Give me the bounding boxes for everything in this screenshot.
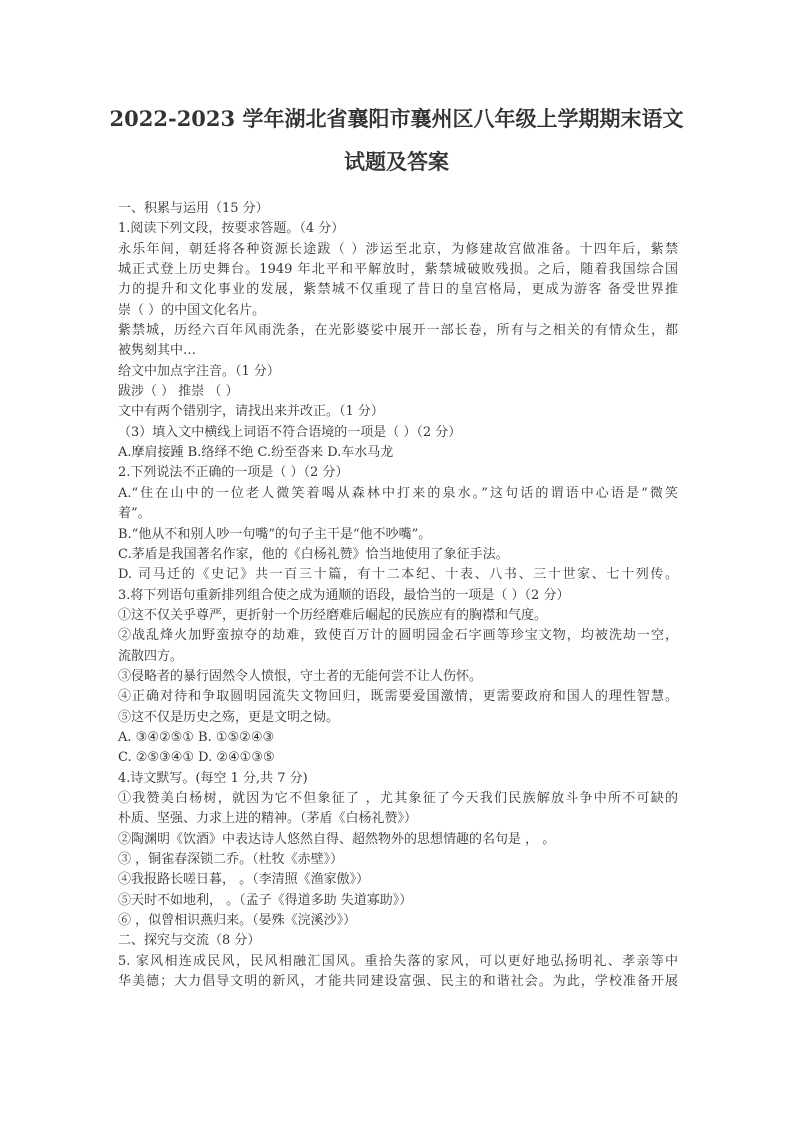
text-line: 1.阅读下列文段，按要求答题。（4 分） xyxy=(118,221,345,237)
text-line: A.“住在山中的一位老人微笑着喝从森林中打来的泉水。”这句话的谓语中心语是“微笑 xyxy=(118,485,678,501)
text-line: ④正确对待和争取圆明园流失文物回归，既需要爱国激情，更需要政府和国人的理性智慧。 xyxy=(118,689,678,705)
text-line: 崇（ ）的中国文化名片。 xyxy=(118,302,266,318)
text-line: ②战乱烽火加野蛮掠夺的劫难，致使百万计的圆明园金石字画等珍宝文物，均被洗劫一空， xyxy=(118,628,678,644)
text-line: 华美德；大力倡导文明的新风，才能共同建设富强、民主的和谐社会。为此，学校准备开展 xyxy=(118,974,678,990)
text-line: 2.下列说法不正确的一项是（ ）（2 分） xyxy=(118,465,349,481)
text-line: 朴质、坚强、力求上进的精神。（茅盾《白杨礼赞》） xyxy=(118,811,418,827)
document-title-line-1: 2022-2023 学年湖北省襄阳市襄州区八年级上学期期末语文 xyxy=(109,106,684,131)
text-line: ⑥ ，似曾相识燕归来。（晏殊《浣溪沙》） xyxy=(118,913,357,929)
text-line: 5. 家风相连成民风，民风相融汇国风。重拾失落的家风，可以更好地弘扬明礼、孝亲等中 xyxy=(118,953,678,969)
text-line: ①这不仅关乎尊严，更折射一个历经磨难后崛起的民族应有的胸襟和气度。 xyxy=(118,607,548,623)
text-line: 永乐年间，朝廷将各种资源长途跋（ ）涉运至北京，为修建故宫做准备。十四年后，紫禁 xyxy=(118,241,678,257)
text-line: 二、探究与交流（8 分） xyxy=(118,933,261,949)
text-line: A. ③④②⑤① B. ①⑤②④③ xyxy=(118,729,275,745)
text-line: （3）填入文中横线上词语不符合语境的一项是（ ）（2 分） xyxy=(118,424,462,440)
text-line: 文中有两个错别字，请找出来并改正。（1 分） xyxy=(118,404,384,420)
text-line: 着”。 xyxy=(118,506,151,522)
text-line: 被隽刻其中… xyxy=(118,343,197,359)
text-line: A.摩肩接踵 B.络绎不绝 C.纷至沓来 D.车水马龙 xyxy=(118,445,394,461)
text-line: ④我报路长嗟日暮， 。（李清照《渔家傲》） xyxy=(118,872,370,888)
text-line: C. ②⑤③④① D. ②④①③⑤ xyxy=(118,750,275,766)
text-line: ⑤这不仅是历史之殇，更是文明之恸。 xyxy=(118,709,340,725)
text-line: ①我赞美白杨树，就因为它不但象征了 ，尤其象征了今天我们民族解放斗争中所不可缺的 xyxy=(118,790,678,806)
document-body xyxy=(118,199,678,992)
text-line: ②陶渊明《饮酒》中表达诗人悠然自得、超然物外的思想情趣的名句是 ， 。 xyxy=(118,831,556,847)
document-title-line-2: 试题及答案 xyxy=(344,149,449,174)
text-line: 城正式登上历史舞台。1949 年北平和平解放时，紫禁城破败残损。之后，随着我国综合国 xyxy=(118,262,678,278)
text-line: ③侵略者的暴行固然令人愤恨，守土者的无能何尝不让人伤怀。 xyxy=(118,668,483,684)
text-line: 流散四方。 xyxy=(118,648,184,664)
text-line: ⑤天时不如地利， 。（孟子《得道多助 失道寡助》） xyxy=(118,892,413,908)
text-line: 3.将下列语句重新排列组合使之成为通顺的语段，最恰当的一项是（ ）（2 分） xyxy=(118,587,570,603)
text-line: 给文中加点字注音。（1 分） xyxy=(118,363,280,379)
text-line: 力的提升和文化事业的发展，紫禁城不仅重现了昔日的皇宫格局，更成为游客 备受世界推 xyxy=(118,282,678,298)
text-line: C.茅盾是我国著名作家，他的《白杨礼赞》恰当地使用了象征手法。 xyxy=(118,546,509,562)
text-line: ③ ，铜雀春深锁二乔。（杜牧《赤壁》） xyxy=(118,852,344,867)
text-line: 一、积累与运用（15 分） xyxy=(118,201,269,216)
text-line: B.“他从不和别人吵一句嘴”的句子主干是“他不吵嘴”。 xyxy=(118,526,432,542)
text-line: 紫禁城，历经六百年风雨洗条，在光影婆娑中展开一部长卷，所有与之相关的有情众生，都 xyxy=(118,323,678,339)
text-line: 跋涉（ ） 推崇 （ ） xyxy=(118,384,239,400)
text-line: 4.诗文默写。(每空 1 分,共 7 分) xyxy=(118,770,308,786)
text-line: D. 司马迁的《史记》共一百三十篇，有十二本纪、十表、八书、三十世家、七十列传。 xyxy=(118,567,678,583)
